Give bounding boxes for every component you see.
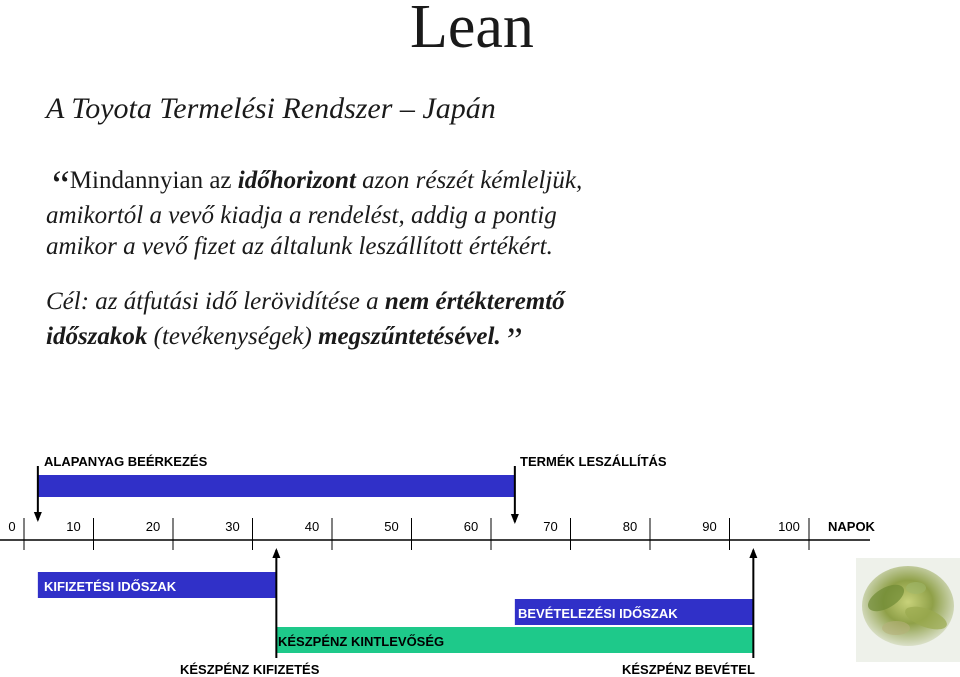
axis-tick-label-70: 70	[543, 519, 558, 534]
axis-tick-label-80: 80	[622, 519, 638, 534]
bar-raw-material	[38, 475, 515, 497]
quote-line3: amikor a vevő fizet az általunk leszállított értékért.	[46, 233, 553, 260]
decorative-flower-photo	[856, 558, 960, 662]
event-arrow-cash-receipt	[749, 548, 757, 558]
axis-tick-label-40: 40	[304, 519, 320, 534]
slide-title: Lean	[410, 0, 534, 61]
axis-unit-label: NAPOK	[828, 519, 875, 534]
quote-text	[46, 162, 866, 262]
event-arrow-cash-payment	[272, 548, 280, 558]
bar-label-receivables: KÉSZPÉNZ KINTLEVŐSÉG	[278, 634, 445, 649]
axis-tick-label-20: 20	[145, 519, 161, 534]
quote-line1-emphasis: időhorizont	[237, 167, 356, 194]
goal-text	[46, 284, 866, 358]
quote-line1-a: Mindannyian az	[69, 167, 238, 194]
quote-open-mark: “	[52, 162, 70, 207]
axis-tick-label-60: 60	[463, 519, 479, 534]
event-arrow-product-shipping	[511, 514, 519, 524]
event-label-cash-payment: KÉSZPÉNZ KIFIZETÉS	[180, 662, 320, 677]
goal-emphasis-2: időszakok	[46, 323, 148, 350]
axis-tick-label-50: 50	[384, 519, 399, 534]
slide-subtitle: A Toyota Termelési Rendszer – Japán	[46, 92, 496, 125]
event-label-cash-receipt: KÉSZPÉNZ BEVÉTEL	[622, 662, 755, 677]
goal-close-mark: ”	[506, 320, 523, 360]
bar-label-raw-material: ALAPANYAG BEÉRKEZÉS	[44, 454, 208, 469]
quote-line1-c: azon részét kémleljük,	[355, 167, 583, 194]
axis-tick-label-30: 30	[225, 519, 240, 534]
bar-label-collection-period: BEVÉTELEZÉSI IDŐSZAK	[518, 606, 678, 621]
axis-tick-label-100: 100	[778, 519, 800, 534]
bar-label-payment-period: KIFIZETÉSI IDŐSZAK	[44, 579, 177, 594]
event-label-product-shipping: TERMÉK LESZÁLLÍTÁS	[520, 454, 667, 469]
goal-emphasis-3: megszűntetésével.	[318, 323, 501, 350]
quote-line2: amikortól a vevő kiadja a rendelést, addig a pontig	[46, 202, 557, 229]
start-marker-arrow	[34, 512, 42, 522]
axis-tick-label-90: 90	[702, 519, 717, 534]
cash-cycle-timeline	[0, 440, 960, 677]
axis-tick-label-0: 0	[8, 519, 16, 534]
goal-emphasis-1: nem értékteremtő	[384, 288, 565, 315]
axis-tick-label-10: 10	[66, 519, 81, 534]
goal-part-a: Cél: az átfutási idő lerövidítése a	[46, 288, 385, 315]
goal-part-d: (tevékenységek)	[147, 323, 319, 350]
